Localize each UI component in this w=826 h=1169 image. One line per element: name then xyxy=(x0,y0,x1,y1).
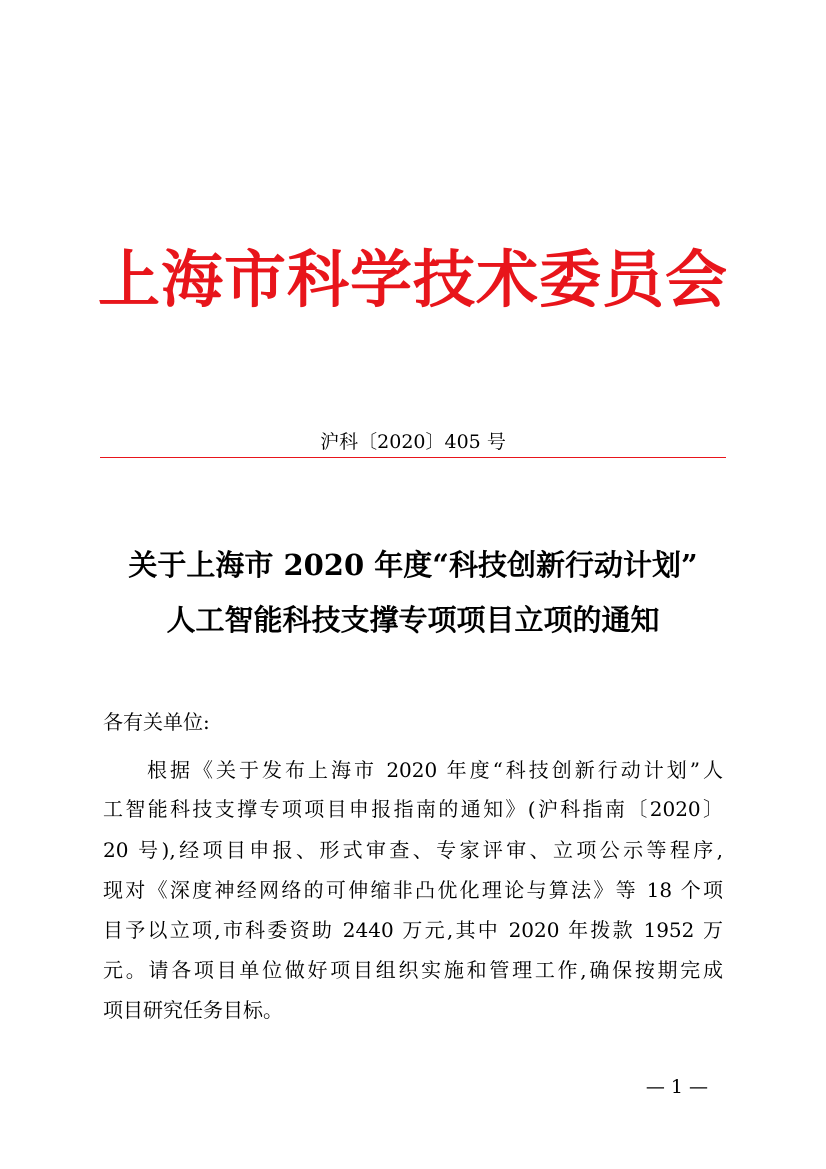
body-text-line: 根据《关于发布上海市 2020 年度“科技创新行动计划”人 xyxy=(147,758,723,782)
body-text-line: 工智能科技支撑专项项目申报指南的通知》(沪科指南〔2020〕 xyxy=(103,797,723,821)
notice-title-line-1: 关于上海市 2020 年度“科技创新行动计划” xyxy=(128,548,698,582)
document-number: 沪科〔2020〕405 号 xyxy=(320,431,506,453)
page-number: — 1 — xyxy=(645,1076,708,1098)
body-text-line: 20 号),经项目申报、形式审查、专家评审、立项公示等程序, xyxy=(103,838,723,862)
notice-title-line-2: 人工智能科技支撑专项项目立项的通知 xyxy=(166,603,660,637)
masthead-title: 上海市科学技术委员会 xyxy=(97,243,728,316)
body-text-line: 目予以立项,市科委资助 2440 万元,其中 2020 年拨款 1952 万 xyxy=(103,918,723,942)
body-text-line: 现对《深度神经网络的可伸缩非凸优化理论与算法》等 18 个项 xyxy=(103,878,723,902)
body-text-line: 元。请各项目单位做好项目组织实施和管理工作,确保按期完成 xyxy=(103,958,723,982)
body-text-line: 项目研究任务目标。 xyxy=(103,998,283,1022)
red-divider-rule xyxy=(100,457,726,458)
salutation: 各有关单位: xyxy=(103,710,210,734)
